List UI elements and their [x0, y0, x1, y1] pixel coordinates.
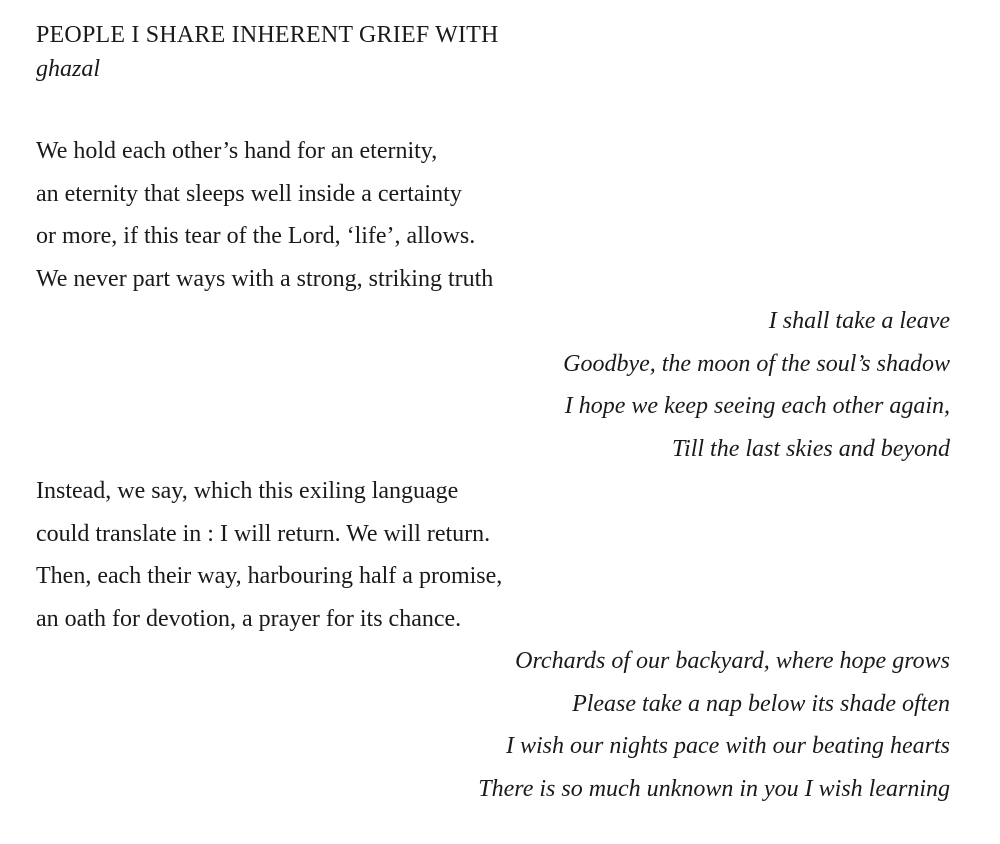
poem-page	[36, 18, 950, 810]
verse-line: We never part ways with a strong, striking truth	[36, 265, 494, 292]
verse-line: Instead, we say, which this exiling language	[36, 478, 459, 504]
italic-verse-line: I hope we keep seeing each other again,	[564, 393, 950, 419]
stanza-1	[36, 130, 950, 300]
italic-verse-line: I wish our nights pace with our beating hearts	[506, 733, 950, 759]
stanza-2	[36, 470, 950, 640]
italic-response-2	[36, 640, 950, 810]
verse-line: an eternity that sleeps well inside a certainty	[36, 180, 462, 207]
verse-line: We hold each other’s hand for an eternity,	[36, 138, 438, 164]
italic-response-1	[36, 300, 950, 470]
verse-line: Then, each their way, harbouring half a promise,	[36, 563, 503, 589]
italic-verse-line: Please take a nap below its shade often	[572, 690, 950, 717]
spacer	[36, 86, 950, 130]
italic-verse-line: Orchards of our backyard, where hope grows	[515, 648, 950, 674]
verse-line: an oath for devotion, a prayer for its chance.	[36, 605, 462, 632]
poem-title: PEOPLE I SHARE INHERENT GRIEF WITH	[36, 22, 499, 48]
verse-line: could translate in : I will return. We will return.	[36, 520, 491, 547]
italic-verse-line: I shall take a leave	[768, 308, 950, 334]
verse-line: or more, if this tear of the Lord, ‘life’, allows.	[36, 223, 476, 249]
italic-verse-line: Goodbye, the moon of the soul’s shadow	[563, 350, 950, 377]
italic-verse-line: There is so much unknown in you I wish learning	[478, 775, 950, 802]
italic-verse-line: Till the last skies and beyond	[672, 435, 950, 462]
poem-form-subtitle: ghazal	[36, 56, 101, 82]
